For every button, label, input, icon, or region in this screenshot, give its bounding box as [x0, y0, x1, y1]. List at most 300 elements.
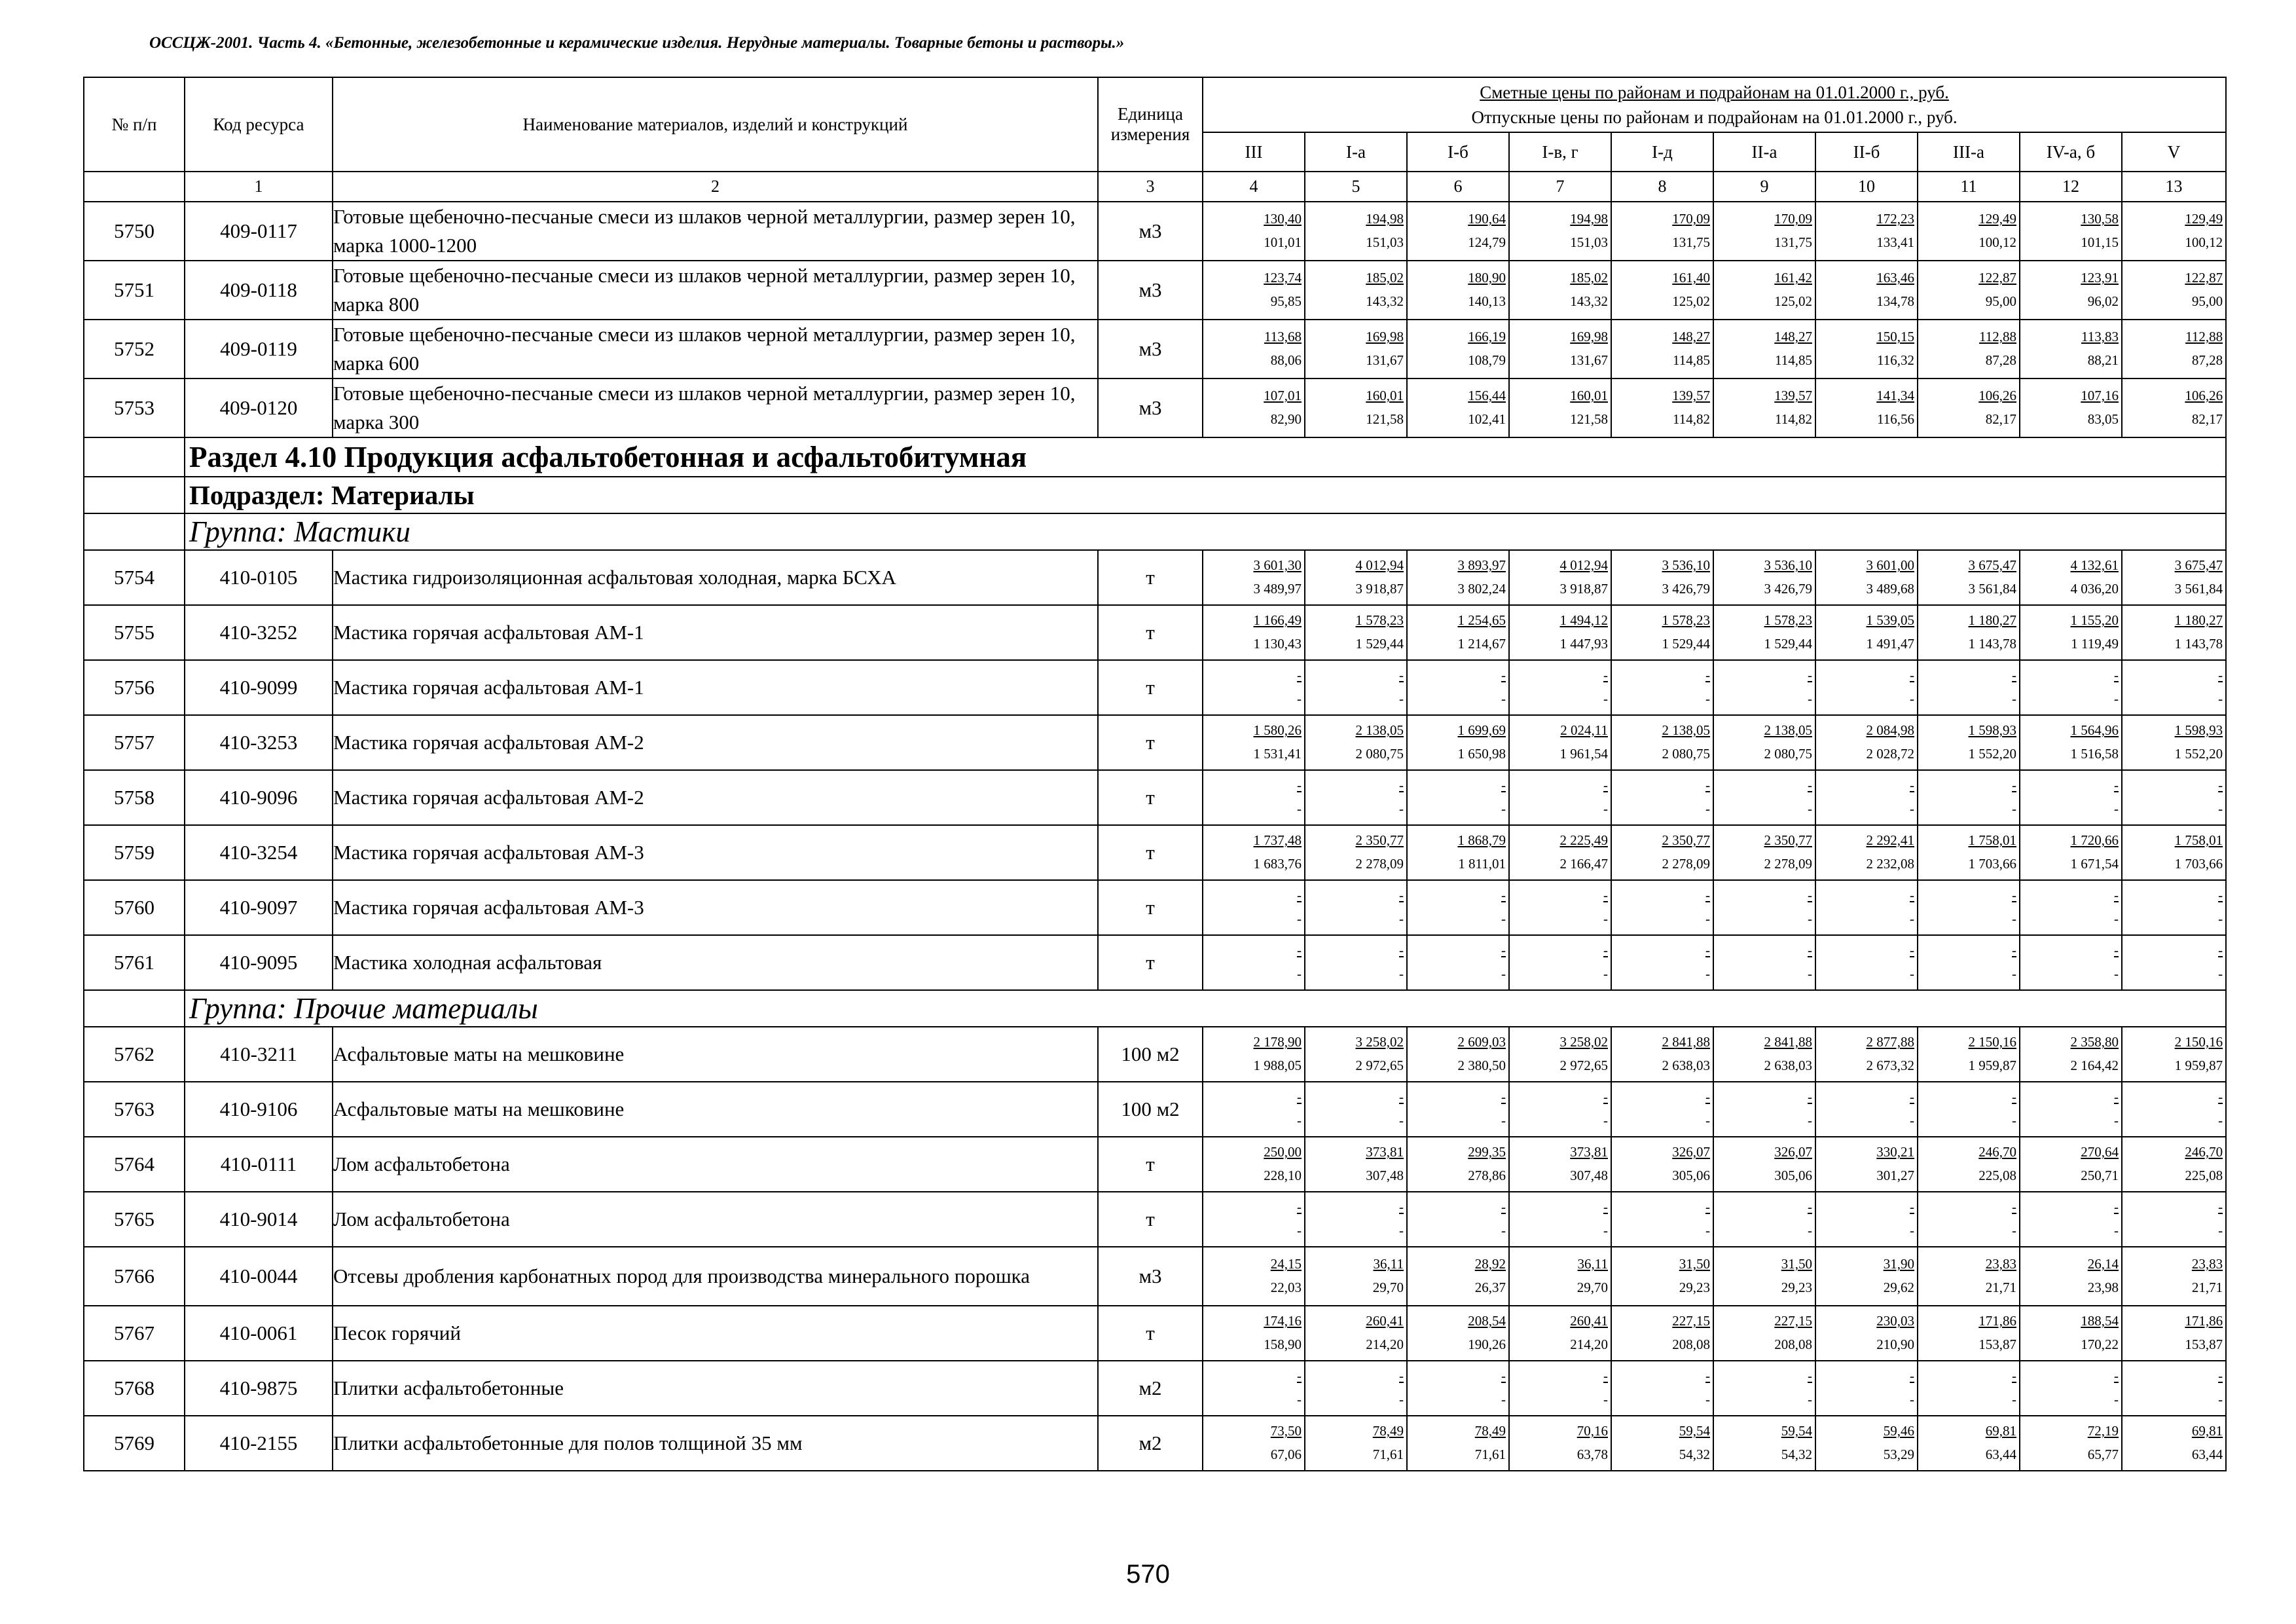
price-cell	[2122, 1416, 2226, 1471]
region-header: III	[1203, 132, 1305, 172]
price-cell	[1611, 715, 1713, 770]
release-price: 65,77	[2087, 1447, 2119, 1462]
price-cell	[1918, 202, 2020, 261]
estimated-price: 1 564,96	[2070, 722, 2119, 738]
release-price: -	[2012, 1392, 2016, 1407]
estimated-price: 73,50	[1270, 1423, 1302, 1439]
release-price: -	[1603, 801, 1608, 817]
release-price: 29,23	[1781, 1280, 1812, 1295]
price-cell	[2122, 1082, 2226, 1137]
release-price: 63,78	[1576, 1447, 1608, 1462]
resource-code: 410-0044	[185, 1247, 333, 1306]
section-row	[84, 437, 2226, 477]
estimated-price: 2 150,16	[2174, 1034, 2223, 1050]
group-title-mastics: Группа: Мастики	[185, 513, 2226, 550]
price-cell	[1305, 880, 1407, 935]
material-name: Лом асфальтобетона	[333, 1137, 1098, 1192]
release-price: -	[1501, 1392, 1506, 1407]
table-body-a	[84, 202, 2226, 437]
release-price: -	[1603, 1223, 1608, 1238]
release-price: 305,06	[1774, 1168, 1812, 1183]
release-price: 153,87	[2185, 1337, 2223, 1352]
estimated-price: 107,16	[2081, 388, 2119, 403]
column-number: 9	[1713, 172, 1815, 202]
price-cell	[1305, 660, 1407, 715]
release-price: -	[1705, 1223, 1710, 1238]
estimated-price: 106,26	[2185, 388, 2223, 403]
resource-code: 409-0118	[185, 261, 333, 320]
release-price: -	[1603, 966, 1608, 982]
estimated-price: -	[1399, 777, 1404, 793]
estimated-price: -	[1808, 1089, 1812, 1105]
price-cell	[1713, 1082, 1815, 1137]
estimated-price: 2 350,77	[1355, 832, 1404, 848]
price-cell	[1305, 1416, 1407, 1471]
estimated-price: 26,14	[2087, 1256, 2119, 1272]
estimated-price: -	[2012, 887, 2016, 903]
release-price: 1 988,05	[1253, 1058, 1302, 1073]
price-cell	[1713, 378, 1815, 437]
resource-code: 410-3252	[185, 605, 333, 660]
row-number: 5768	[84, 1361, 185, 1416]
estimated-price: -	[1297, 1368, 1302, 1384]
unit-of-measure: м2	[1098, 1361, 1203, 1416]
unit-of-measure: 100 м2	[1098, 1082, 1203, 1137]
estimated-price: -	[1603, 1199, 1608, 1215]
price-cell	[2020, 1361, 2122, 1416]
release-price: 305,06	[1672, 1168, 1710, 1183]
price-cell	[1305, 1247, 1407, 1306]
release-price: 82,90	[1270, 411, 1302, 427]
estimated-price: -	[1501, 1368, 1506, 1384]
price-cell	[1611, 1416, 1713, 1471]
estimated-price: 208,54	[1468, 1313, 1506, 1329]
price-cell	[1815, 1082, 1918, 1137]
price-cell	[1203, 1137, 1305, 1192]
estimated-price: 36,11	[1373, 1256, 1404, 1272]
release-price: 2 080,75	[1764, 746, 1812, 762]
price-cell	[2020, 715, 2122, 770]
estimated-price: 2 841,88	[1662, 1034, 1710, 1050]
estimated-price: 36,11	[1577, 1256, 1608, 1272]
column-number: 6	[1407, 172, 1509, 202]
price-cell	[1407, 1416, 1509, 1471]
release-price: 1 683,76	[1253, 856, 1302, 872]
estimated-price: 185,02	[1570, 270, 1608, 286]
header-name: Наименование материалов, изделий и конструкций	[333, 77, 1098, 172]
release-price: 208,08	[1774, 1337, 1812, 1352]
price-cell	[1918, 935, 2020, 990]
price-cell	[2020, 261, 2122, 320]
price-cell	[1918, 550, 2020, 605]
row-number: 5755	[84, 605, 185, 660]
release-price: 2 380,50	[1457, 1058, 1506, 1073]
release-price: 2 972,65	[1355, 1058, 1404, 1073]
group1-num-cell	[84, 513, 185, 550]
release-price: 1 552,20	[2174, 746, 2223, 762]
estimated-price: 23,83	[2191, 1256, 2223, 1272]
header-prices-smet: Сметные цены по районам и подрайонам на 01.01.2000 г., руб.	[1480, 83, 1949, 102]
estimated-price: -	[1501, 1199, 1506, 1215]
price-cell	[1305, 1192, 1407, 1247]
unit-of-measure: м3	[1098, 1247, 1203, 1306]
price-cell	[1407, 378, 1509, 437]
release-price: -	[2218, 801, 2223, 817]
row-number: 5758	[84, 770, 185, 825]
price-cell	[1815, 825, 1918, 880]
release-price: 114,82	[1775, 411, 1812, 427]
estimated-price: 169,98	[1366, 329, 1404, 344]
price-cell	[2020, 320, 2122, 378]
release-price: -	[1297, 691, 1302, 707]
price-cell	[1203, 605, 1305, 660]
column-number: 10	[1815, 172, 1918, 202]
release-price: 3 426,79	[1662, 581, 1710, 597]
price-cell	[1713, 825, 1815, 880]
estimated-price: 171,86	[1978, 1313, 2016, 1329]
resource-code: 410-3254	[185, 825, 333, 880]
header-unit: Единица измерения	[1098, 77, 1203, 172]
estimated-price: -	[1399, 1368, 1404, 1384]
release-price: 307,48	[1366, 1168, 1404, 1183]
estimated-price: 28,92	[1474, 1256, 1506, 1272]
estimated-price: -	[1910, 777, 1914, 793]
estimated-price: 260,41	[1366, 1313, 1404, 1329]
release-price: 1 671,54	[2070, 856, 2119, 872]
release-price: 278,86	[1468, 1168, 1506, 1183]
unit-of-measure: 100 м2	[1098, 1027, 1203, 1082]
release-price: 1 130,43	[1253, 636, 1302, 652]
estimated-price: -	[2114, 887, 2119, 903]
estimated-price: 1 598,93	[2174, 722, 2223, 738]
release-price: -	[1399, 1223, 1404, 1238]
unit-of-measure: т	[1098, 550, 1203, 605]
estimated-price: 4 012,94	[1355, 557, 1404, 573]
estimated-price: 59,54	[1781, 1423, 1812, 1439]
release-price: 96,02	[2087, 293, 2119, 309]
price-cell	[1305, 1082, 1407, 1137]
release-price: -	[2114, 911, 2119, 927]
release-price: -	[2012, 911, 2016, 927]
resource-code: 409-0117	[185, 202, 333, 261]
release-price: -	[1705, 966, 1710, 982]
release-price: 307,48	[1570, 1168, 1608, 1183]
estimated-price: 1 539,05	[1866, 612, 1914, 628]
unit-of-measure: м3	[1098, 320, 1203, 378]
estimated-price: 330,21	[1876, 1144, 1914, 1160]
estimated-price: -	[1501, 777, 1506, 793]
price-cell	[1713, 320, 1815, 378]
estimated-price: 170,09	[1672, 211, 1710, 227]
estimated-price: -	[1501, 942, 1506, 958]
resource-code: 410-0061	[185, 1306, 333, 1361]
row-number: 5763	[84, 1082, 185, 1137]
release-price: 1 961,54	[1559, 746, 1608, 762]
estimated-price: -	[1297, 1199, 1302, 1215]
resource-code: 410-9096	[185, 770, 333, 825]
material-name: Мастика горячая асфальтовая АМ-2	[333, 770, 1098, 825]
price-cell	[1815, 1247, 1918, 1306]
price-cell	[1407, 1137, 1509, 1192]
estimated-price: 227,15	[1672, 1313, 1710, 1329]
release-price: -	[2114, 1223, 2119, 1238]
release-price: -	[2012, 1223, 2016, 1238]
release-price: -	[1399, 1113, 1404, 1128]
price-cell	[1407, 202, 1509, 261]
table-body-c	[84, 1027, 2226, 1471]
estimated-price: 2 084,98	[1866, 722, 1914, 738]
estimated-price: 112,88	[2185, 329, 2223, 344]
release-price: 131,75	[1672, 234, 1710, 250]
release-price: 214,20	[1366, 1337, 1404, 1352]
price-cell	[1918, 1137, 2020, 1192]
release-price: 125,02	[1774, 293, 1812, 309]
release-price: 83,05	[2087, 411, 2119, 427]
material-name: Мастика горячая асфальтовая АМ-3	[333, 880, 1098, 935]
release-price: 3 561,84	[1968, 581, 2016, 597]
column-number: 4	[1203, 172, 1305, 202]
header-num: № п/п	[84, 77, 185, 172]
release-price: 1 143,78	[1968, 636, 2016, 652]
price-cell	[1203, 935, 1305, 990]
release-price: -	[1910, 691, 1914, 707]
price-cell	[1407, 1192, 1509, 1247]
estimated-price: -	[2012, 667, 2016, 683]
price-cell	[1713, 1416, 1815, 1471]
price-cell	[1611, 825, 1713, 880]
estimated-price: 1 155,20	[2070, 612, 2119, 628]
release-price: -	[1603, 691, 1608, 707]
price-cell	[2020, 825, 2122, 880]
release-price: 82,17	[1985, 411, 2016, 427]
estimated-price: 260,41	[1570, 1313, 1608, 1329]
price-cell	[1611, 261, 1713, 320]
price-cell	[1815, 770, 1918, 825]
material-name: Отсевы дробления карбонатных пород для производства минерального порошка	[333, 1247, 1098, 1306]
release-price: -	[1808, 966, 1812, 982]
estimated-price: 246,70	[2185, 1144, 2223, 1160]
group-title-other: Группа: Прочие материалы	[185, 990, 2226, 1027]
release-price: 71,61	[1372, 1447, 1404, 1462]
estimated-price: 373,81	[1570, 1144, 1608, 1160]
estimated-price: 113,68	[1264, 329, 1302, 344]
estimated-price: -	[1808, 942, 1812, 958]
material-name: Мастика холодная асфальтовая	[333, 935, 1098, 990]
estimated-price: 107,01	[1264, 388, 1302, 403]
estimated-price: 31,50	[1679, 1256, 1710, 1272]
price-cell	[1509, 715, 1611, 770]
price-cell	[1509, 825, 1611, 880]
price-cell	[2122, 261, 2226, 320]
price-cell	[1509, 770, 1611, 825]
release-price: 1 491,47	[1866, 636, 1914, 652]
price-cell	[1611, 1192, 1713, 1247]
release-price: 88,06	[1270, 352, 1302, 368]
estimated-price: -	[2218, 1368, 2223, 1384]
price-cell	[2122, 1361, 2226, 1416]
estimated-price: -	[1603, 1089, 1608, 1105]
resource-code: 410-0111	[185, 1137, 333, 1192]
release-price: 1 811,01	[1458, 856, 1506, 872]
release-price: 54,32	[1679, 1447, 1710, 1462]
release-price: -	[1808, 1223, 1812, 1238]
release-price: 116,32	[1877, 352, 1914, 368]
price-cell	[1509, 935, 1611, 990]
release-price: -	[1705, 801, 1710, 817]
estimated-price: 180,90	[1468, 270, 1506, 286]
price-cell	[1611, 660, 1713, 715]
price-cell	[1611, 202, 1713, 261]
release-price: -	[1910, 801, 1914, 817]
group-row-mastics	[84, 513, 2226, 550]
price-cell	[1918, 825, 2020, 880]
price-cell	[1918, 1247, 2020, 1306]
release-price: -	[2218, 1113, 2223, 1128]
price-cell	[2122, 935, 2226, 990]
estimated-price: -	[1603, 887, 1608, 903]
price-cell	[1815, 880, 1918, 935]
price-cell	[2122, 825, 2226, 880]
table-row	[84, 825, 2226, 880]
column-number: 8	[1611, 172, 1713, 202]
release-price: 101,15	[2081, 234, 2119, 250]
estimated-price: -	[2218, 887, 2223, 903]
release-price: 1 650,98	[1457, 746, 1506, 762]
estimated-price: -	[2114, 942, 2119, 958]
estimated-price: 130,40	[1264, 211, 1302, 227]
release-price: -	[1501, 1223, 1506, 1238]
price-cell	[1509, 1192, 1611, 1247]
estimated-price: 227,15	[1774, 1313, 1812, 1329]
estimated-price: 270,64	[2081, 1144, 2119, 1160]
estimated-price: 160,01	[1366, 388, 1404, 403]
estimated-price: -	[1705, 1089, 1710, 1105]
price-cell	[2020, 1306, 2122, 1361]
estimated-price: 194,98	[1366, 211, 1404, 227]
price-cell	[2122, 605, 2226, 660]
column-number-row	[84, 172, 2226, 202]
table-row	[84, 715, 2226, 770]
price-cell	[1509, 1306, 1611, 1361]
table-row	[84, 1137, 2226, 1192]
column-number: 12	[2020, 172, 2122, 202]
resource-code: 410-0105	[185, 550, 333, 605]
unit-of-measure: т	[1098, 1192, 1203, 1247]
release-price: -	[2012, 966, 2016, 982]
document-header: ОССЦЖ-2001. Часть 4. «Бетонные, железобетонные и керамические изделия. Нерудные материалы. Товарные бетоны и растворы.»	[149, 34, 1125, 52]
estimated-price: 2 138,05	[1662, 722, 1710, 738]
price-cell	[1407, 715, 1509, 770]
material-name: Мастика горячая асфальтовая АМ-2	[333, 715, 1098, 770]
price-cell	[1918, 715, 2020, 770]
section-title: Раздел 4.10 Продукция асфальтобетонная и асфальтобитумная	[185, 437, 2226, 477]
price-cell	[1305, 935, 1407, 990]
estimated-price: 123,91	[2081, 270, 2119, 286]
estimated-price: -	[2218, 777, 2223, 793]
estimated-price: 1 578,23	[1764, 612, 1812, 628]
estimated-price: 3 536,10	[1764, 557, 1812, 573]
row-number: 5767	[84, 1306, 185, 1361]
material-name: Плитки асфальтобетонные для полов толщиной 35 мм	[333, 1416, 1098, 1471]
price-cell	[1509, 880, 1611, 935]
release-price: 301,27	[1876, 1168, 1914, 1183]
release-price: 3 489,68	[1866, 581, 1914, 597]
column-number: 13	[2122, 172, 2226, 202]
estimated-price: -	[2012, 777, 2016, 793]
estimated-price: 2 350,77	[1662, 832, 1710, 848]
column-number: 2	[333, 172, 1098, 202]
price-cell	[1305, 715, 1407, 770]
price-cell	[1713, 605, 1815, 660]
material-name: Мастика горячая асфальтовая АМ-1	[333, 605, 1098, 660]
price-cell	[1815, 605, 1918, 660]
estimated-price: -	[1910, 667, 1914, 683]
row-number: 5754	[84, 550, 185, 605]
release-price: 125,02	[1672, 293, 1710, 309]
unit-of-measure: т	[1098, 935, 1203, 990]
table-row	[84, 261, 2226, 320]
estimated-price: 150,15	[1876, 329, 1914, 344]
estimated-price: 31,50	[1781, 1256, 1812, 1272]
row-number: 5765	[84, 1192, 185, 1247]
price-cell	[1203, 825, 1305, 880]
price-cell	[1407, 1306, 1509, 1361]
price-cell	[2020, 550, 2122, 605]
release-price: 54,32	[1781, 1447, 1812, 1462]
estimated-price: 194,98	[1570, 211, 1608, 227]
price-cell	[1509, 378, 1611, 437]
price-cell	[1918, 378, 2020, 437]
estimated-price: -	[2218, 667, 2223, 683]
estimated-price: 2 841,88	[1764, 1034, 1812, 1050]
estimated-price: 1 758,01	[2174, 832, 2223, 848]
estimated-price: 171,86	[2185, 1313, 2223, 1329]
release-price: 53,29	[1883, 1447, 1914, 1462]
column-number: 3	[1098, 172, 1203, 202]
release-price: 1 214,67	[1457, 636, 1506, 652]
release-price: -	[1501, 801, 1506, 817]
price-cell	[1918, 1416, 2020, 1471]
unit-of-measure: т	[1098, 1306, 1203, 1361]
price-cell	[1713, 715, 1815, 770]
row-number: 5757	[84, 715, 185, 770]
price-cell	[1203, 715, 1305, 770]
estimated-price: -	[2114, 1368, 2119, 1384]
estimated-price: -	[1399, 1199, 1404, 1215]
release-price: 208,08	[1672, 1337, 1710, 1352]
price-cell	[2122, 1027, 2226, 1082]
price-cell	[1815, 1027, 1918, 1082]
release-price: -	[1705, 911, 1710, 927]
estimated-price: 78,49	[1372, 1423, 1404, 1439]
estimated-price: -	[1705, 667, 1710, 683]
release-price: -	[2114, 966, 2119, 982]
estimated-price: 2 138,05	[1355, 722, 1404, 738]
estimated-price: -	[1910, 1199, 1914, 1215]
estimated-price: 326,07	[1774, 1144, 1812, 1160]
estimated-price: 2 178,90	[1253, 1034, 1302, 1050]
release-price: -	[1808, 691, 1812, 707]
unit-of-measure: м3	[1098, 202, 1203, 261]
subsection-title: Подраздел: Материалы	[185, 477, 2226, 513]
estimated-price: -	[1603, 942, 1608, 958]
estimated-price: 1 254,65	[1457, 612, 1506, 628]
release-price: 1 447,93	[1559, 636, 1608, 652]
price-cell	[1918, 880, 2020, 935]
table-row	[84, 378, 2226, 437]
resource-code: 410-2155	[185, 1416, 333, 1471]
release-price: -	[1399, 801, 1404, 817]
